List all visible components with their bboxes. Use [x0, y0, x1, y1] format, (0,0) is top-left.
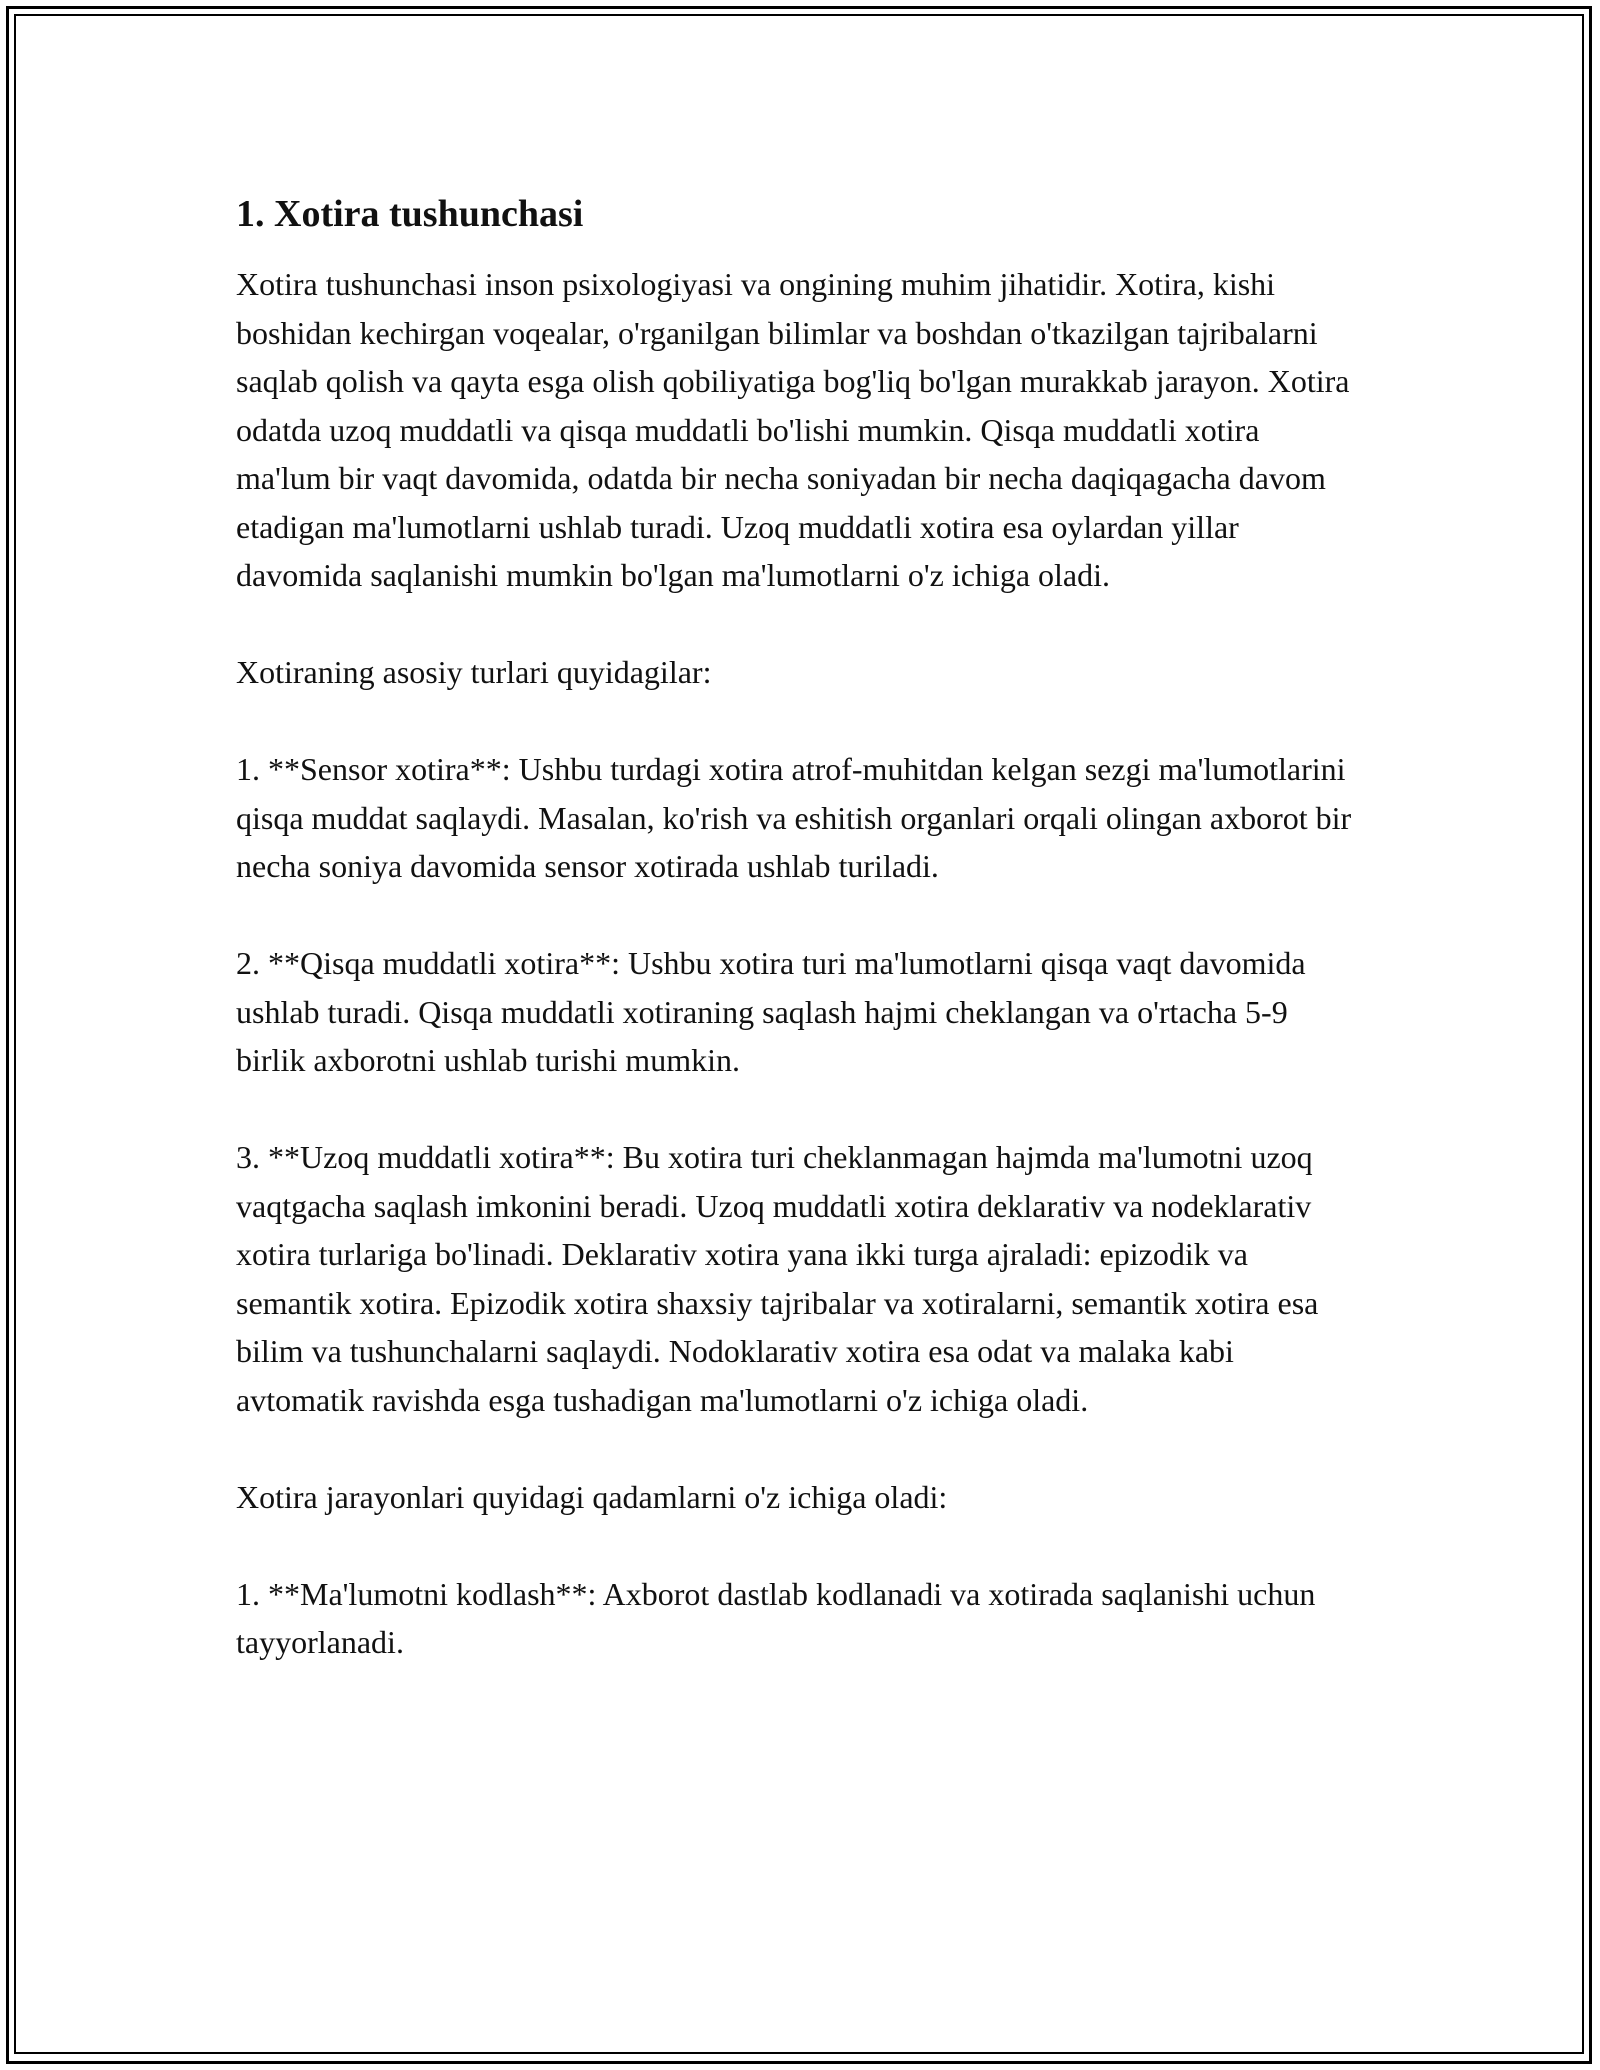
list-item-long-term-memory: 3. **Uzoq muddatli xotira**: Bu xotira turi cheklanmagan hajmda ma'lumotni uzoq vaqtgacha saqlash imkonini beradi. Uzoq muddatli xotira deklarativ va nodeklarativ xotira turlariga bo'linadi. Deklarativ xotira yana ikki turga ajraladi: epizodik va semantik xotira. Epizodik xotira shaxsiy tajribalar va xotiralarni, semantik xotira esa bilim va tushunchalarni saqlaydi. Nodoklarativ xotira esa odat va malaka kabi avtomatik ravishda esga tushadigan ma'lumotlarni o'z ichiga oladi.	[236, 1139, 1319, 1418]
list-item-short-term-memory: 2. **Qisqa muddatli xotira**: Ushbu xotira turi ma'lumotlarni qisqa vaqt davomida ushlab turadi. Qisqa muddatli xotiraning saqlash hajmi cheklangan va o'rtacha 5-9 birlik axborotni ushlab turishi mumkin.	[236, 945, 1306, 1078]
paragraph-types-intro: Xotiraning asosiy turlari quyidagilar:	[236, 654, 712, 690]
paragraph-processes-intro: Xotira jarayonlari quyidagi qadamlarni o'z ichiga oladi:	[236, 1478, 948, 1515]
paragraph-intro: Xotira tushunchasi inson psixologiyasi va ongining muhim jihatidir. Xotira, kishi boshidan kechirgan voqealar, o'rganilgan bilimlar va boshdan o'tkazilgan tajribalarni saqlab qolish va qayta esga olish qobiliyatiga bog'liq bo'lgan murakkab jarayon. Xotira odatda uzoq muddatli va qisqa muddatli bo'lishi mumkin. Qisqa muddatli xotira ma'lum bir vaqt davomida, odatda bir necha soniyadan bir necha daqiqagacha davom etadigan ma'lumotlarni ushlab turadi. Uzoq muddatli xotira esa oylardan yillar davomida saqlanishi mumkin bo'lgan ma'lumotlarni o'z ichiga oladi.	[236, 266, 1350, 593]
list-item-encoding: 1. **Ma'lumotni kodlash**: Axborot dastlab kodlanadi va xotirada saqlanishi uchun tayyorlanadi.	[236, 1575, 1316, 1660]
section-heading: 1. Xotira tushunchasi	[236, 193, 584, 235]
document-body	[236, 188, 1356, 1715]
list-item-sensor-memory: 1. **Sensor xotira**: Ushbu turdagi xotira atrof-muhitdan kelgan sezgi ma'lumotlarini qisqa muddat saqlaydi. Masalan, ko'rish va eshitish organlari orqali olingan axborot bir necha soniya davomida sensor xotirada ushlab turiladi.	[236, 751, 1352, 884]
